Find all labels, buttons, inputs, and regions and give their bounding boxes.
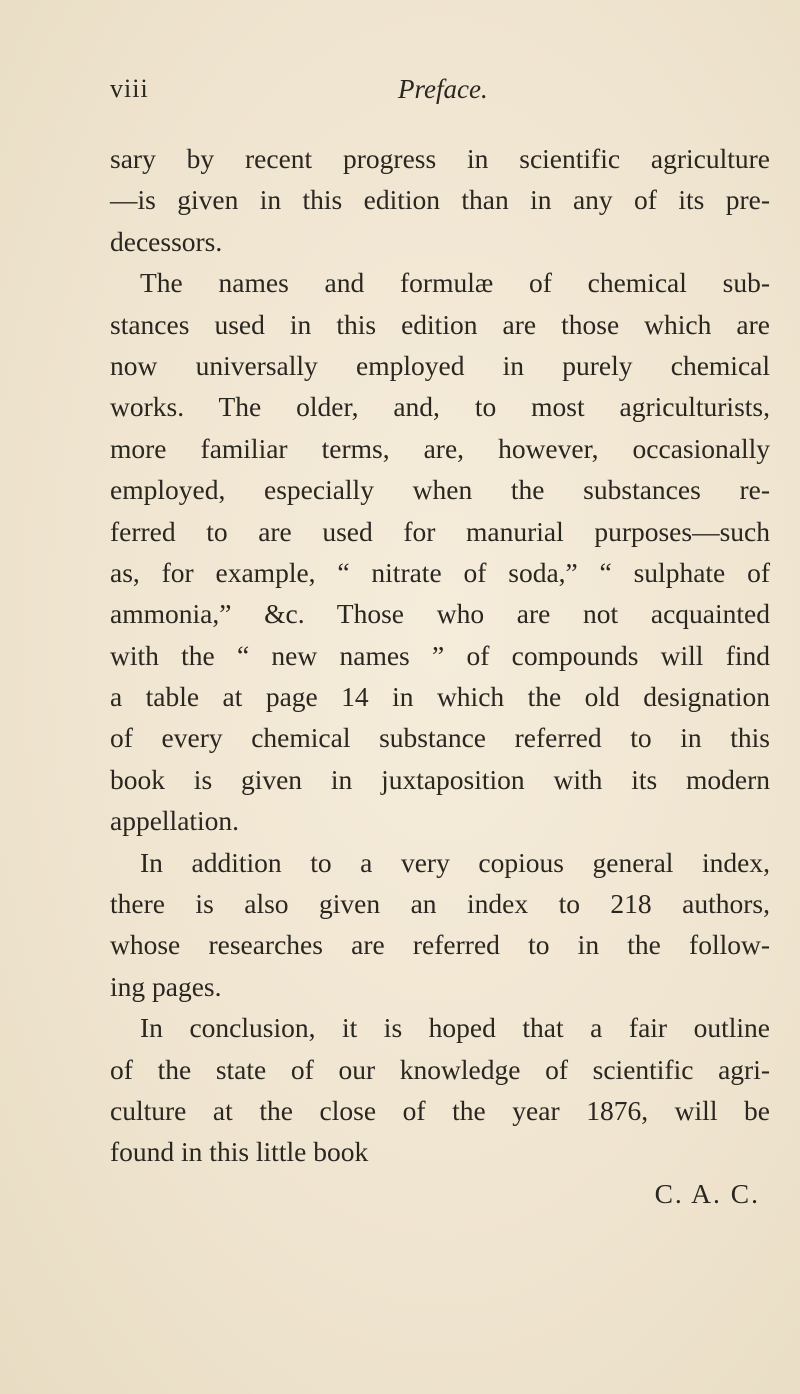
body-text: [110, 138, 770, 1214]
text-line: a table at page 14 in which the old designation: [110, 681, 770, 713]
text-line: culture at the close of the year 1876, will be: [110, 1094, 770, 1126]
paragraph-start-line: In conclusion, it is hoped that a fair outline: [140, 1012, 770, 1044]
running-head: Preface.: [398, 74, 488, 104]
text-line: ammonia,” &c. Those who are not acquainted: [110, 598, 770, 630]
paragraph-start-line: The names and formulæ of chemical sub-: [140, 267, 770, 299]
text-line: ing pages.: [110, 970, 222, 1002]
text-line: works. The older, and, to most agriculturists,: [110, 391, 770, 423]
text-line: decessors.: [110, 225, 223, 257]
text-line: more familiar terms, are, however, occasionally: [110, 432, 770, 464]
text-line: there is also given an index to 218 authors,: [110, 888, 770, 920]
text-line: as, for example, “ nitrate of soda,” “ sulphate of: [110, 556, 770, 588]
text-line: employed, especially when the substances re-: [110, 474, 770, 506]
page-header: [110, 74, 710, 114]
text-line: stances used in this edition are those which are: [110, 308, 770, 340]
text-line: whose researches are referred to in the follow-: [110, 929, 770, 961]
text-line: of every chemical substance referred to in this: [110, 722, 770, 754]
paragraph-start-line: In addition to a very copious general index,: [140, 846, 770, 878]
text-line: sary by recent progress in scientific agriculture: [110, 143, 770, 174]
text-line: found in this little book: [110, 1136, 369, 1168]
page-number: viii: [110, 74, 149, 103]
text-line: appellation.: [110, 805, 240, 837]
text-line: —is given in this edition than in any of its pre-: [110, 184, 770, 216]
text-line: with the “ new names ” of compounds will find: [110, 639, 770, 671]
text-line: book is given in juxtaposition with its modern: [110, 763, 770, 795]
text-line: ferred to are used for manurial purposes—such: [110, 515, 770, 547]
text-line: now universally employed in purely chemical: [110, 349, 770, 381]
text-line: of the state of our knowledge of scientific agri-: [110, 1053, 770, 1085]
signature-initials: C. A. C.: [654, 1177, 760, 1209]
